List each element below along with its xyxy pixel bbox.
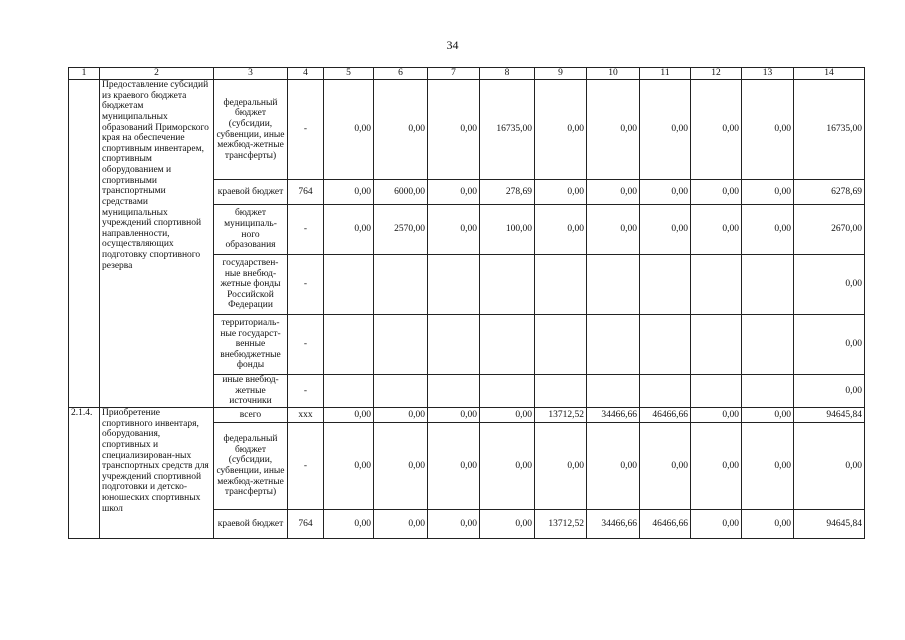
value-cell <box>640 255 691 315</box>
column-header: 6 <box>374 68 428 80</box>
budget-code: - <box>288 255 324 315</box>
funding-source: бюджет муниципаль-ного образования <box>214 205 288 255</box>
funding-source: федеральный бюджет (субсидии, субвенции, иные межбюд-жетные трансферты) <box>214 423 288 510</box>
value-cell: 0,00 <box>691 423 742 510</box>
value-cell <box>535 375 587 408</box>
value-cell <box>428 315 480 375</box>
value-cell <box>640 375 691 408</box>
table-row <box>69 408 865 423</box>
funding-source: федеральный бюджет (субсидии, субвенции, иные межбюд-жетные трансферты) <box>214 80 288 180</box>
value-cell: 0,00 <box>691 205 742 255</box>
value-cell: 0,00 <box>535 180 587 205</box>
value-cell: 0,00 <box>794 423 865 510</box>
value-cell <box>535 315 587 375</box>
value-cell: 0,00 <box>480 408 535 423</box>
value-cell: 34466,66 <box>587 510 640 539</box>
value-cell <box>324 375 374 408</box>
value-cell: 0,00 <box>374 423 428 510</box>
column-header: 2 <box>100 68 214 80</box>
value-cell: 0,00 <box>794 375 865 408</box>
value-cell <box>691 375 742 408</box>
value-cell: 2570,00 <box>374 205 428 255</box>
value-cell: 0,00 <box>535 80 587 180</box>
budget-table <box>68 67 865 539</box>
column-header: 9 <box>535 68 587 80</box>
value-cell: 0,00 <box>742 510 794 539</box>
row-name: Предоставление субсидий из краевого бюджета бюджетам муниципальных образований Приморского края на обеспечение спортивным инвентарем, спортивным оборудованием и спортивными транспортными средствами муниципальных учреждений спортивной направленности, осуществляющих подготовку спортивного резерва <box>100 80 214 408</box>
column-header: 11 <box>640 68 691 80</box>
value-cell: 0,00 <box>428 80 480 180</box>
value-cell <box>742 375 794 408</box>
column-header: 10 <box>587 68 640 80</box>
value-cell: 16735,00 <box>794 80 865 180</box>
value-cell <box>480 375 535 408</box>
value-cell: 0,00 <box>794 255 865 315</box>
value-cell: 0,00 <box>742 80 794 180</box>
budget-code: - <box>288 375 324 408</box>
budget-code: 764 <box>288 180 324 205</box>
value-cell: 0,00 <box>742 408 794 423</box>
value-cell: 0,00 <box>794 315 865 375</box>
value-cell: 0,00 <box>324 408 374 423</box>
value-cell: 34466,66 <box>587 408 640 423</box>
column-header: 4 <box>288 68 324 80</box>
funding-source: иные внебюд-жетные источники <box>214 375 288 408</box>
column-header: 1 <box>69 68 100 80</box>
value-cell: 0,00 <box>742 180 794 205</box>
budget-code: - <box>288 423 324 510</box>
budget-code: 764 <box>288 510 324 539</box>
value-cell: 2670,00 <box>794 205 865 255</box>
value-cell: 0,00 <box>374 408 428 423</box>
value-cell: 0,00 <box>587 205 640 255</box>
row-code: 2.1.4. <box>69 408 100 539</box>
table-row <box>69 80 865 180</box>
column-header: 5 <box>324 68 374 80</box>
value-cell <box>640 315 691 375</box>
value-cell: 0,00 <box>691 80 742 180</box>
value-cell <box>374 375 428 408</box>
row-code <box>69 80 100 408</box>
value-cell: 0,00 <box>428 408 480 423</box>
value-cell <box>480 315 535 375</box>
value-cell <box>428 255 480 315</box>
funding-source: всего <box>214 408 288 423</box>
budget-code: - <box>288 80 324 180</box>
value-cell <box>742 315 794 375</box>
value-cell <box>374 255 428 315</box>
value-cell: 0,00 <box>324 205 374 255</box>
value-cell <box>691 255 742 315</box>
column-header: 8 <box>480 68 535 80</box>
value-cell: 6278,69 <box>794 180 865 205</box>
value-cell <box>691 315 742 375</box>
value-cell: 0,00 <box>480 423 535 510</box>
budget-code: ххх <box>288 408 324 423</box>
row-name: Приобретение спортивного инвентаря, оборудования, спортивных и специализирован-ных транспортных средств для учреждений спортивной подготовки и детско- юношеских спортивных школ <box>100 408 214 539</box>
page-number: 34 <box>446 38 459 52</box>
value-cell: 0,00 <box>640 180 691 205</box>
value-cell <box>374 315 428 375</box>
budget-code: - <box>288 315 324 375</box>
value-cell: 0,00 <box>324 423 374 510</box>
value-cell: 16735,00 <box>480 80 535 180</box>
value-cell: 46466,66 <box>640 510 691 539</box>
value-cell: 0,00 <box>480 510 535 539</box>
column-header: 3 <box>214 68 288 80</box>
header-row <box>69 68 865 80</box>
value-cell: 0,00 <box>691 180 742 205</box>
value-cell: 94645,84 <box>794 408 865 423</box>
value-cell: 0,00 <box>742 423 794 510</box>
value-cell <box>587 315 640 375</box>
column-header: 7 <box>428 68 480 80</box>
value-cell <box>587 375 640 408</box>
value-cell: 0,00 <box>535 423 587 510</box>
value-cell: 278,69 <box>480 180 535 205</box>
value-cell: 13712,52 <box>535 510 587 539</box>
value-cell <box>587 255 640 315</box>
value-cell: 0,00 <box>374 80 428 180</box>
column-header: 14 <box>794 68 865 80</box>
column-header: 13 <box>742 68 794 80</box>
funding-source: краевой бюджет <box>214 180 288 205</box>
value-cell: 0,00 <box>691 510 742 539</box>
value-cell <box>535 255 587 315</box>
funding-source: территориаль-ные государст-венные внебюджетные фонды <box>214 315 288 375</box>
value-cell: 46466,66 <box>640 408 691 423</box>
value-cell: 0,00 <box>428 205 480 255</box>
value-cell: 0,00 <box>324 180 374 205</box>
value-cell: 0,00 <box>640 423 691 510</box>
value-cell: 0,00 <box>640 205 691 255</box>
value-cell: 13712,52 <box>535 408 587 423</box>
value-cell: 0,00 <box>324 510 374 539</box>
table-body <box>69 68 865 539</box>
value-cell: 0,00 <box>428 510 480 539</box>
value-cell: 0,00 <box>587 180 640 205</box>
value-cell: 0,00 <box>587 423 640 510</box>
value-cell: 94645,84 <box>794 510 865 539</box>
value-cell <box>480 255 535 315</box>
value-cell: 0,00 <box>374 510 428 539</box>
value-cell: 0,00 <box>535 205 587 255</box>
budget-code: - <box>288 205 324 255</box>
value-cell: 0,00 <box>691 408 742 423</box>
value-cell <box>742 255 794 315</box>
value-cell: 0,00 <box>324 80 374 180</box>
value-cell: 0,00 <box>587 80 640 180</box>
value-cell: 0,00 <box>428 180 480 205</box>
column-header: 12 <box>691 68 742 80</box>
value-cell: 0,00 <box>428 423 480 510</box>
value-cell <box>324 315 374 375</box>
value-cell <box>324 255 374 315</box>
value-cell: 6000,00 <box>374 180 428 205</box>
value-cell <box>428 375 480 408</box>
value-cell: 0,00 <box>640 80 691 180</box>
value-cell: 100,00 <box>480 205 535 255</box>
value-cell: 0,00 <box>742 205 794 255</box>
funding-source: государствен-ные внебюд-жетные фонды Российской Федерации <box>214 255 288 315</box>
funding-source: краевой бюджет <box>214 510 288 539</box>
